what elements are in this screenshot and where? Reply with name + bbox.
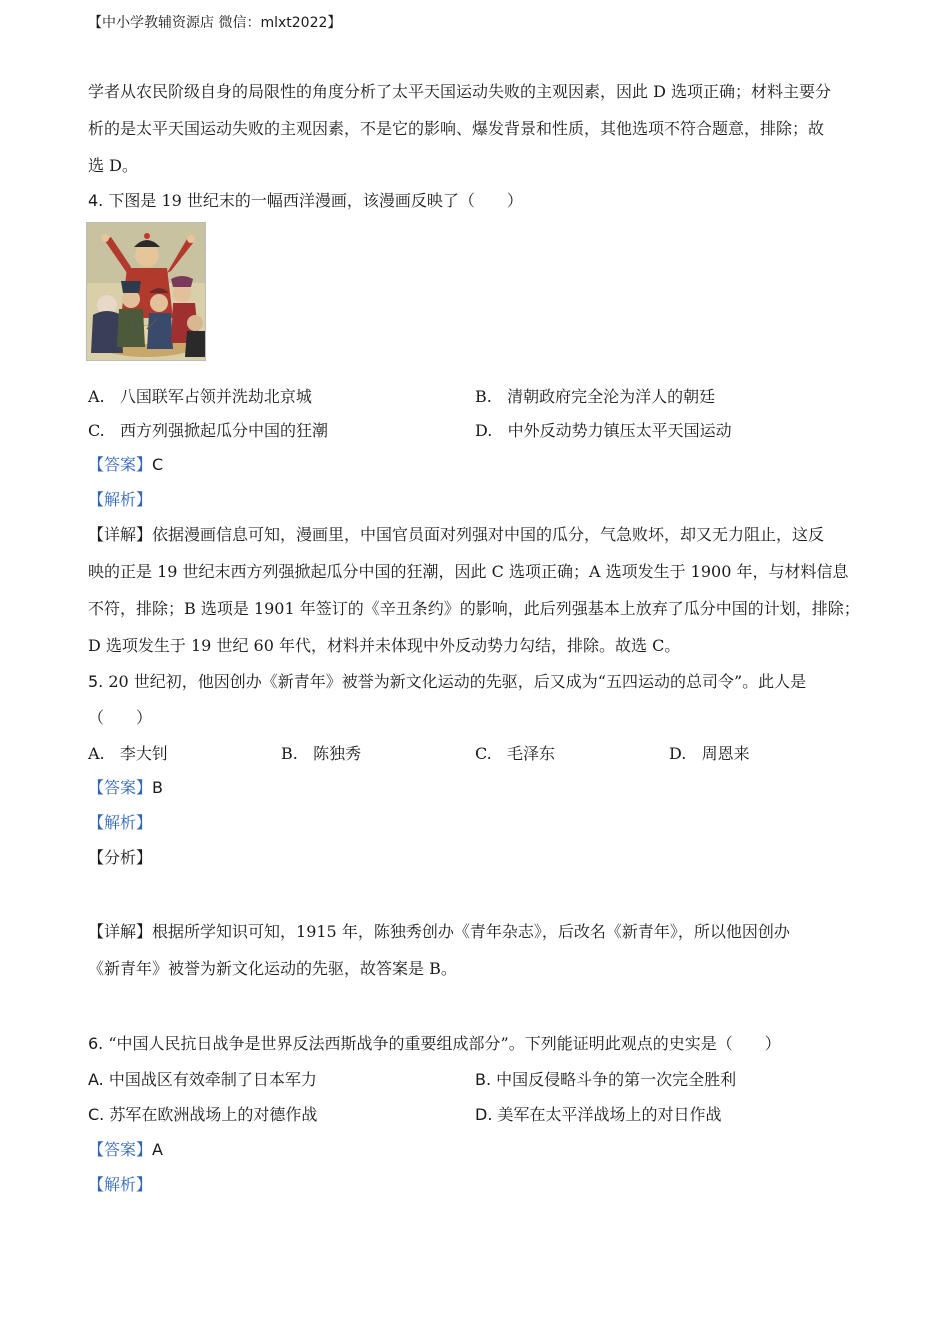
q5-option-b	[281, 742, 361, 766]
q4-option-b-letter: B.	[475, 387, 492, 406]
q4-analysis-label: 【解析】	[88, 490, 153, 509]
q5-option-a	[88, 742, 168, 766]
q6-option-a	[88, 1068, 317, 1092]
q6-option-b-letter: B.	[475, 1070, 492, 1089]
q4-answer	[88, 453, 163, 477]
q6-option-b	[475, 1068, 736, 1092]
q6-option-d-letter: D.	[475, 1105, 493, 1124]
q4-number: 4.	[88, 191, 104, 210]
q6-option-c-text: 苏军在欧洲战场上的对德作战	[109, 1105, 318, 1124]
q4-question	[88, 189, 523, 213]
q4-option-b-text: 清朝政府完全沦为洋人的朝廷	[507, 387, 716, 406]
q6-answer-label: 【答案】	[88, 1140, 153, 1159]
q4-answer-value: C	[152, 455, 164, 474]
q6-option-d	[475, 1103, 722, 1127]
q5-fenxi-label: 【分析】	[88, 848, 153, 867]
q5-option-b-text: 陈独秀	[313, 744, 362, 763]
q6-option-a-text: 中国战区有效牵制了日本军力	[108, 1070, 317, 1089]
q5-detail-text-1: 根据所学知识可知，1915 年，陈独秀创办《青年杂志》，后改名《新青年》，所以他因创办	[152, 922, 790, 941]
q5-answer	[88, 776, 163, 800]
q4-option-a-letter: A.	[88, 387, 105, 406]
q5-option-b-letter: B.	[281, 744, 298, 763]
q5-detail-line-1	[88, 920, 790, 944]
q6-option-c-letter: C.	[88, 1105, 105, 1124]
q6-question	[88, 1032, 781, 1056]
q4-stem: 下图是 19 世纪末的一幅西洋漫画，该漫画反映了（ ）	[108, 191, 523, 210]
q5-option-d-text: 周恩来	[701, 744, 750, 763]
q4-option-c	[88, 419, 328, 443]
q4-detail-line-1	[88, 523, 824, 547]
q4-answer-label: 【答案】	[88, 455, 153, 474]
q6-analysis-label: 【解析】	[88, 1175, 153, 1194]
q4-detail-line-3: 不符，排除；B 选项是 1901 年签订的《辛丑条约》的影响，此后列强基本上放弃了瓜分中国的计划，排除；	[88, 599, 860, 618]
q6-option-a-letter: A.	[88, 1070, 104, 1089]
q6-answer-value: A	[152, 1140, 163, 1159]
q4-option-a-text: 八国联军占领并洗劫北京城	[119, 387, 312, 406]
q6-option-c	[88, 1103, 317, 1127]
q4-detail-label: 【详解】	[88, 525, 153, 544]
q4-option-d	[475, 419, 732, 443]
q5-number: 5.	[88, 672, 104, 691]
q3-explanation-line-3: 选 D。	[88, 156, 138, 175]
q4-option-a	[88, 385, 312, 409]
q4-option-d-text: 中外反动势力镇压太平天国运动	[507, 421, 732, 440]
q6-option-b-text: 中国反侵略斗争的第一次完全胜利	[496, 1070, 737, 1089]
q5-option-a-text: 李大钊	[119, 744, 168, 763]
q5-question	[88, 670, 806, 694]
q5-answer-value: B	[152, 778, 163, 797]
q4-option-c-letter: C.	[88, 421, 105, 440]
q3-explanation-line-2: 析的是太平天国运动失败的主观因素，不是它的影响、爆发背景和性质，其他选项不符合题意，排除；故	[88, 119, 825, 138]
q6-number: 6.	[88, 1034, 104, 1053]
q6-answer	[88, 1138, 163, 1162]
q5-option-c	[475, 742, 555, 766]
q5-option-a-letter: A.	[88, 744, 105, 763]
q5-option-c-text: 毛泽东	[507, 744, 556, 763]
q3-explanation-line-1: 学者从农民阶级自身的局限性的角度分析了太平天国运动失败的主观因素，因此 D 选项正确；材料主要分	[88, 82, 832, 101]
q4-option-b	[475, 385, 715, 409]
q5-option-d	[669, 742, 750, 766]
q4-option-c-text: 西方列强掀起瓜分中国的狂潮	[120, 421, 329, 440]
q5-analysis-label: 【解析】	[88, 813, 153, 832]
q4-option-d-letter: D.	[475, 421, 493, 440]
q4-detail-line-2: 映的正是 19 世纪末西方列强掀起瓜分中国的狂潮，因此 C 选项正确；A 选项发生于 1900 年，与材料信息	[88, 562, 849, 581]
q5-stem-continuation: （ ）	[88, 708, 153, 727]
q5-answer-label: 【答案】	[88, 778, 153, 797]
q5-detail-line-2: 《新青年》被誉为新文化运动的先驱，故答案是 B。	[88, 959, 457, 978]
q4-detail-line-4: D 选项发生于 19 世纪 60 年代，材料并未体现中外反动势力勾结，排除。故选 C。	[88, 636, 681, 655]
watermark: 【中小学教辅资源店 微信：mlxt2022】	[88, 15, 342, 31]
q5-stem: 20 世纪初，他因创办《新青年》被誉为新文化运动的先驱，后又成为“五四运动的总司令”。此人是	[108, 672, 807, 691]
q6-option-d-text: 美军在太平洋战场上的对日作战	[497, 1105, 722, 1124]
q5-option-c-letter: C.	[475, 744, 492, 763]
q4-cartoon-image	[86, 222, 206, 361]
q6-stem: “中国人民抗日战争是世界反法西斯战争的重要组成部分”。下列能证明此观点的史实是（ ）	[108, 1034, 781, 1053]
q4-detail-text-1: 依据漫画信息可知，漫画里，中国官员面对列强对中国的瓜分，气急败坏，却又无力阻止，这反	[152, 525, 825, 544]
q5-detail-label: 【详解】	[88, 922, 153, 941]
q5-option-d-letter: D.	[669, 744, 687, 763]
